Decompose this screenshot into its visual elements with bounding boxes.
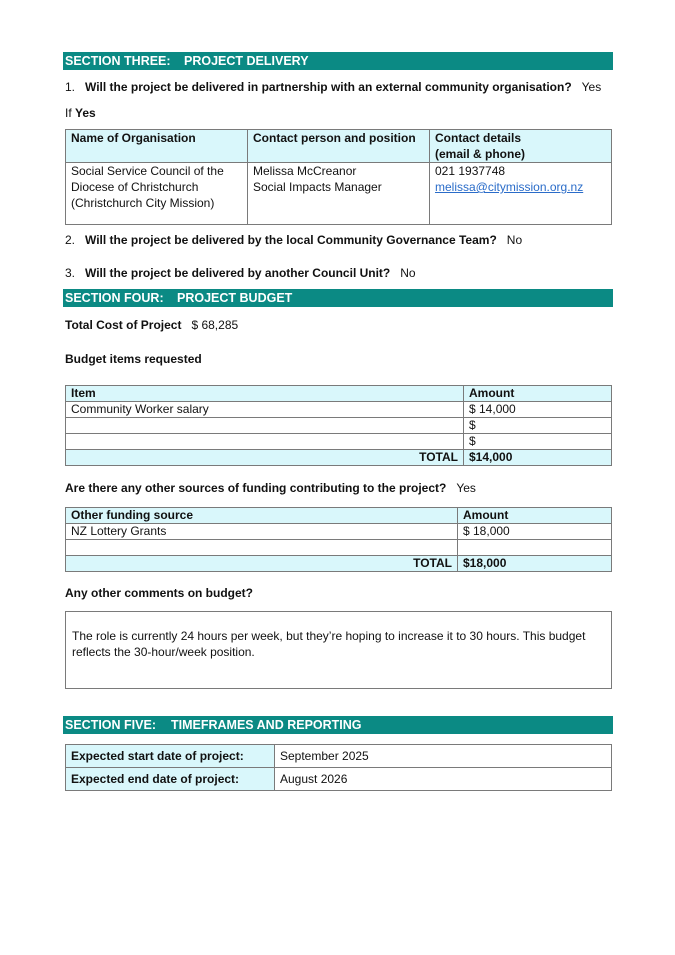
funding-amount bbox=[458, 540, 612, 556]
budget-total-row bbox=[66, 450, 612, 466]
question-2 bbox=[65, 233, 522, 247]
question-1 bbox=[65, 80, 601, 94]
section-number: SECTION FIVE: bbox=[65, 718, 156, 732]
organisation-name bbox=[66, 163, 248, 225]
header-contact-person: Contact person and position bbox=[248, 130, 430, 163]
question-number: 3. bbox=[65, 266, 76, 280]
funding-total-value: $18,000 bbox=[458, 556, 612, 572]
start-date-value: September 2025 bbox=[275, 745, 612, 768]
budget-header-item: Item bbox=[66, 386, 464, 402]
budget-comments-text: The role is currently 24 hours per week, but they’re hoping to increase it to 30 hours. This budget reflects the 30-hour/week position. bbox=[72, 629, 586, 659]
section-four-header bbox=[63, 289, 613, 307]
header-organisation: Name of Organisation bbox=[66, 130, 248, 163]
budget-amount: $ bbox=[464, 418, 612, 434]
comments-label: Any other comments on budget? bbox=[65, 586, 254, 600]
budget-total-label: TOTAL bbox=[66, 450, 464, 466]
question-answer: Yes bbox=[581, 80, 602, 94]
question-answer: Yes bbox=[456, 481, 476, 495]
org-line-2: Diocese of Christchurch bbox=[71, 180, 199, 194]
funding-source bbox=[66, 540, 458, 556]
budget-total-value: $14,000 bbox=[464, 450, 612, 466]
question-text: Will the project be delivered by the local Community Governance Team? bbox=[85, 233, 497, 247]
question-text: Will the project be delivered in partnership with an external community organisation? bbox=[85, 80, 572, 94]
question-number: 2. bbox=[65, 233, 76, 247]
table-row bbox=[66, 540, 612, 556]
question-number: 1. bbox=[65, 80, 76, 94]
contact-email-link[interactable]: melissa@citymission.org.nz bbox=[435, 180, 584, 194]
table-row bbox=[66, 434, 612, 450]
question-answer: No bbox=[400, 266, 416, 280]
organisation-table bbox=[65, 129, 612, 225]
question-text: Are there any other sources of funding contributing to the project? bbox=[65, 481, 447, 495]
question-answer: No bbox=[506, 233, 523, 247]
header-contact-details bbox=[430, 130, 612, 163]
budget-comments-box bbox=[65, 611, 612, 689]
question-text: Will the project be delivered by another Council Unit? bbox=[85, 266, 391, 280]
budget-items-label: Budget items requested bbox=[65, 352, 202, 366]
funding-source: NZ Lottery Grants bbox=[66, 524, 458, 540]
total-cost bbox=[65, 318, 238, 332]
budget-amount: $ 14,000 bbox=[464, 402, 612, 418]
section-three-header bbox=[63, 52, 613, 70]
if-yes-label bbox=[65, 106, 96, 120]
end-date-value: August 2026 bbox=[275, 768, 612, 791]
budget-item bbox=[66, 418, 464, 434]
budget-header-amount: Amount bbox=[464, 386, 612, 402]
contact-phone: 021 1937748 bbox=[435, 164, 506, 178]
header-contact-details-line2: (email & phone) bbox=[435, 147, 526, 161]
contact-details bbox=[430, 163, 612, 225]
section-number: SECTION THREE: bbox=[65, 54, 171, 68]
question-3 bbox=[65, 266, 416, 280]
section-title: PROJECT BUDGET bbox=[177, 291, 293, 305]
budget-table bbox=[65, 385, 612, 466]
budget-amount: $ bbox=[464, 434, 612, 450]
funding-total-label: TOTAL bbox=[66, 556, 458, 572]
table-row bbox=[66, 418, 612, 434]
table-row bbox=[66, 524, 612, 540]
header-contact-details-line1: Contact details bbox=[435, 131, 522, 145]
section-number: SECTION FOUR: bbox=[65, 291, 164, 305]
org-line-3: (Christchurch City Mission) bbox=[71, 196, 215, 210]
budget-item: Community Worker salary bbox=[66, 402, 464, 418]
if-value: Yes bbox=[75, 106, 96, 120]
contact-name: Melissa McCreanor bbox=[253, 164, 357, 178]
timeframes-table bbox=[65, 744, 612, 791]
section-title: PROJECT DELIVERY bbox=[184, 54, 309, 68]
end-date-label: Expected end date of project: bbox=[66, 768, 275, 791]
org-line-1: Social Service Council of the bbox=[71, 164, 224, 178]
funding-total-row bbox=[66, 556, 612, 572]
table-row bbox=[66, 402, 612, 418]
funding-header-amount: Amount bbox=[458, 508, 612, 524]
other-sources-question bbox=[65, 481, 476, 495]
funding-table bbox=[65, 507, 612, 572]
contact-position: Social Impacts Manager bbox=[253, 180, 382, 194]
start-date-label: Expected start date of project: bbox=[66, 745, 275, 768]
total-cost-value: $ 68,285 bbox=[191, 318, 239, 332]
section-five-header bbox=[63, 716, 613, 734]
funding-header-source: Other funding source bbox=[66, 508, 458, 524]
section-title: TIMEFRAMES AND REPORTING bbox=[171, 718, 362, 732]
funding-amount: $ 18,000 bbox=[458, 524, 612, 540]
contact-person bbox=[248, 163, 430, 225]
total-cost-label: Total Cost of Project bbox=[65, 318, 182, 332]
budget-item bbox=[66, 434, 464, 450]
if-prefix: If bbox=[65, 106, 72, 120]
